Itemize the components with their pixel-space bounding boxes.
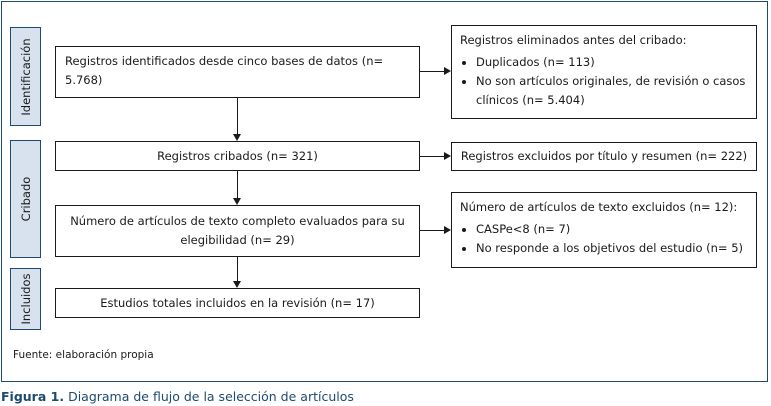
- arrow-to-removed-line: [420, 71, 444, 72]
- excluded-fulltext-item: • CASPe<8 (n= 7): [476, 220, 748, 239]
- excluded-fulltext-list: [460, 220, 748, 258]
- arrow-right-icon: [444, 67, 451, 75]
- caption-label: Figura 1.: [1, 389, 65, 404]
- arrow-down-icon: [233, 281, 241, 288]
- removed-item: • No son artículos originales, de revisión o casos clínicos (n= 5.404): [476, 72, 748, 110]
- source-note: Fuente: elaboración propia: [13, 349, 154, 361]
- box-excluded-title-abstract: Registros excluidos por título y resumen (n= 222): [451, 142, 757, 171]
- arrow-right-icon: [444, 226, 451, 234]
- box-screened-records: Registros cribados (n= 321): [55, 141, 420, 171]
- arrow-identified-to-screened-line: [237, 98, 238, 134]
- stage-included: Incluidos: [10, 268, 41, 330]
- arrow-to-fulltext-excluded-line: [420, 230, 444, 231]
- arrow-to-excluded-title-line: [420, 156, 444, 157]
- removed-title: Registros eliminados antes del cribado:: [460, 33, 687, 47]
- box-fulltext-assessed: Número de artículos de texto completo evaluados para su elegibilidad (n= 29): [55, 205, 420, 257]
- stage-identification: Identificación: [10, 27, 41, 126]
- box-fulltext-excluded: [451, 192, 757, 268]
- stage-screening: Cribado: [10, 140, 41, 258]
- arrow-right-icon: [444, 152, 451, 160]
- box-identified-records: Registros identificados desde cinco bases de datos (n= 5.768): [55, 46, 420, 98]
- excluded-fulltext-item: • No responde a los objetivos del estudio (n= 5): [476, 239, 748, 258]
- removed-list: [460, 53, 748, 110]
- figure-caption: [1, 389, 354, 404]
- removed-item: • Duplicados (n= 113): [476, 53, 748, 72]
- excluded-fulltext-title: Número de artículos de texto excluidos (n= 12):: [460, 200, 738, 214]
- arrow-down-icon: [233, 198, 241, 205]
- box-studies-included: Estudios totales incluidos en la revisión (n= 17): [55, 288, 420, 318]
- arrow-down-icon: [233, 134, 241, 141]
- box-records-removed: [451, 25, 757, 119]
- caption-text: Diagrama de flujo de la selección de artículos: [68, 389, 354, 404]
- arrow-fulltext-to-included-line: [237, 257, 238, 281]
- arrow-screened-to-fulltext-line: [237, 171, 238, 198]
